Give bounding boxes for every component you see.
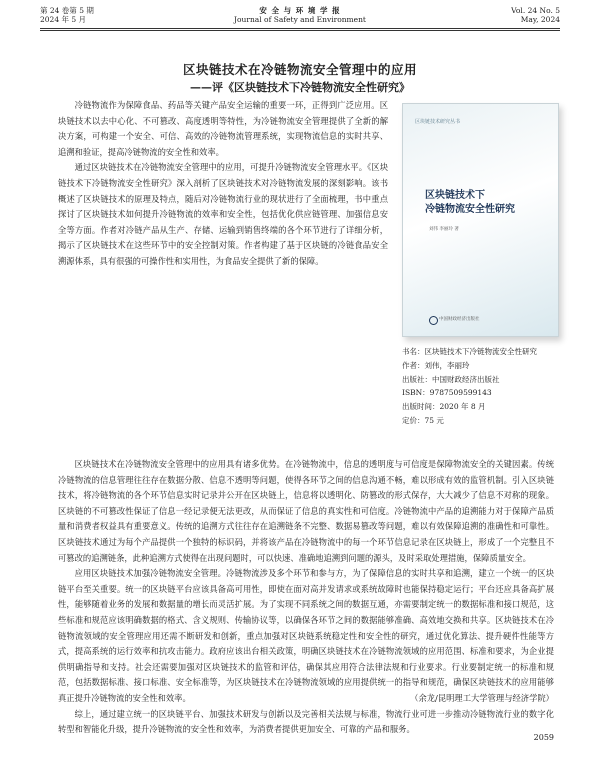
- publisher-logo-icon: [429, 316, 438, 325]
- book-info-price: 定价：75 元: [402, 415, 444, 425]
- book-info-date: 出版时间：2020 年 8 月: [402, 402, 486, 412]
- book-cover-image: [402, 103, 559, 337]
- cover-publisher: 中国财政经济出版社: [439, 317, 480, 322]
- reviewer-affiliation: （余龙/昆明理工大学管理与经济学院）: [410, 693, 554, 703]
- book-info-author: 作者：刘伟，李丽玲: [402, 360, 470, 370]
- book-info-isbn: ISBN：9787509599143: [402, 388, 492, 398]
- page-number: 2059: [533, 733, 554, 742]
- header-volume: Vol. 24 No. 5 May, 2024: [511, 6, 560, 24]
- article-title: 区块链技术在冷链物流安全管理中的应用: [182, 62, 417, 77]
- cover-authors: 刘伟 李丽玲 著: [429, 227, 459, 232]
- cover-series: 区块链技术研究丛书: [415, 119, 461, 125]
- journal-header: [40, 6, 560, 28]
- book-info: [402, 345, 557, 428]
- cover-title: 区块链技术下 冷链物流安全性研究: [425, 190, 515, 215]
- body-column: [58, 98, 388, 270]
- paragraph-5: 综上，通过建立统一的区块链平台、加强技术研发与创新以及完善相关法规与标准，物流行业可进一步推动冷链物流行业的数字化转型和智能化升级，提升冷链物流的安全性和效率，为消费者提供更加安全、可靠的产品和服务。: [58, 708, 554, 735]
- book-info-publisher: 出版社：中国财政经济出版社: [402, 374, 500, 384]
- paragraph-4: 应用区块链技术加强冷链物流安全管理。冷链物流涉及多个环节和参与方，为了保障信息的实时共享和追溯，建立一个统一的区块链平台至关重要。统一的区块链平台应该具备高可用性，即使在面对高并发请求或系统故障时也能保持稳定运行；平台还应具备高扩展性，能够随着业务的发展和数据量的增长而灵活扩展。为了实现不同系统之间的数据互通，亦需要制定统一的数据标准和接口规范，这些标准和规范应该明确数据的格式、含义规则、传输协议等，以确保各环节之间的数据能够准确、高效地交换和共享。区块链技术在冷链物流领域的安全管理应用还需不断研发和创新，重点加强对区块链系统稳定性和安全性的研究，通过优化算法、提升硬件性能等方式，提高系统的运行效率和抗攻击能力。政府应该出台相关政策，明确区块链技术在冷链物流领域的应用范围、标准和要求，为企业提供明确指导和支持。社会还需要加强对区块链技术的监管和评估，确保其应用符合法律法规和行业要求。行业要制定统一的标准和规范，包括数据标准、接口标准、安全标准等，为区块链技术在冷链物流领域的应用提供统一的指导和规范，确保区块链技术的应用能够真正提升冷链物流的安全性和效率。: [58, 568, 554, 703]
- header-issue: 第 24 卷第 5 期 2024 年 5 月: [40, 6, 94, 24]
- header-journal: 安 全 与 环 境 学 报 Journal of Safety and Environment: [234, 6, 366, 24]
- header-rule-thin: [40, 30, 560, 31]
- book-info-title: 书名：区块链技术下冷链物流安全性研究: [402, 347, 537, 356]
- header-rule: [40, 28, 560, 29]
- article-subtitle: ——评《区块链技术下冷链物流安全性研究》: [190, 81, 410, 94]
- paragraph-3: 区块链技术在冷链物流安全管理中的应用具有诸多优势。在冷链物流中，信息的透明度与可信度是保障物流安全的关键因素。传统冷链物流的信息管理往往存在数据分散、信息不透明等问题，使得各环节之间的信息沟通不畅，难以形成有效的监管机制。引入区块链技术，将冷链物流的各个环节信息实时记录并公开在区块链上，信息将以透明化、防篡改的形式保存，大大减少了信息不对称的现象。区块链的不可篡改性保证了信息一经记录便无法更改，从而保证了信息的真实性和可信度。冷链物流中产品的追溯能力对于保障产品质量和消费者权益具有重要意义。传统的追溯方式往往存在追溯链条不完整、数据易篡改等问题，难以有效保障追溯的准确性和可靠性。区块链技术通过为每个产品提供一个独特的标识码，并将该产品在冷链物流中的每一个环节信息记录在区块链上，形成了一个完整且不可篡改的追溯链条，此种追溯方式使得在出现问题时，可以快速、准确地追溯到问题的源头，及时采取处理措施，保障质量安全。: [58, 459, 554, 563]
- paragraph-1: 冷链物流作为保障食品、药品等关键产品安全运输的重要一环，正得到广泛应用。区块链技术以去中心化、不可篡改、高度透明等特性，为冷链物流安全管理提供了全新的解决方案，可构建一个安全、可信、高效的冷链物流管理系统，实现物流信息的实时共享、追溯和验证，提高冷链物流的安全性和效率。: [58, 100, 388, 157]
- paragraph-2: 通过区块链技术在冷链物流安全管理中的应用，可提升冷链物流安全管理水平。《区块链技术下冷链物流安全性研究》深入剖析了区块链技术对冷链物流发展的深刻影响。该书概述了区块链技术的原理及特点，随后对冷链物流行业的现状进行了全面梳理，书中重点探讨了区块链技术如何提升冷链物流的效率和安全性，包括优化供应链管理、加强信息安全等方面。作者对冷链产品从生产、存储、运输到销售终端的各个环节进行了详细分析，揭示了区块链技术在这些环节中的安全控制对策。作者构建了基于区块链的冷链食品安全溯源体系，具有很强的可操作性和实用性，为食品安全提供了新的保障。: [58, 162, 388, 266]
